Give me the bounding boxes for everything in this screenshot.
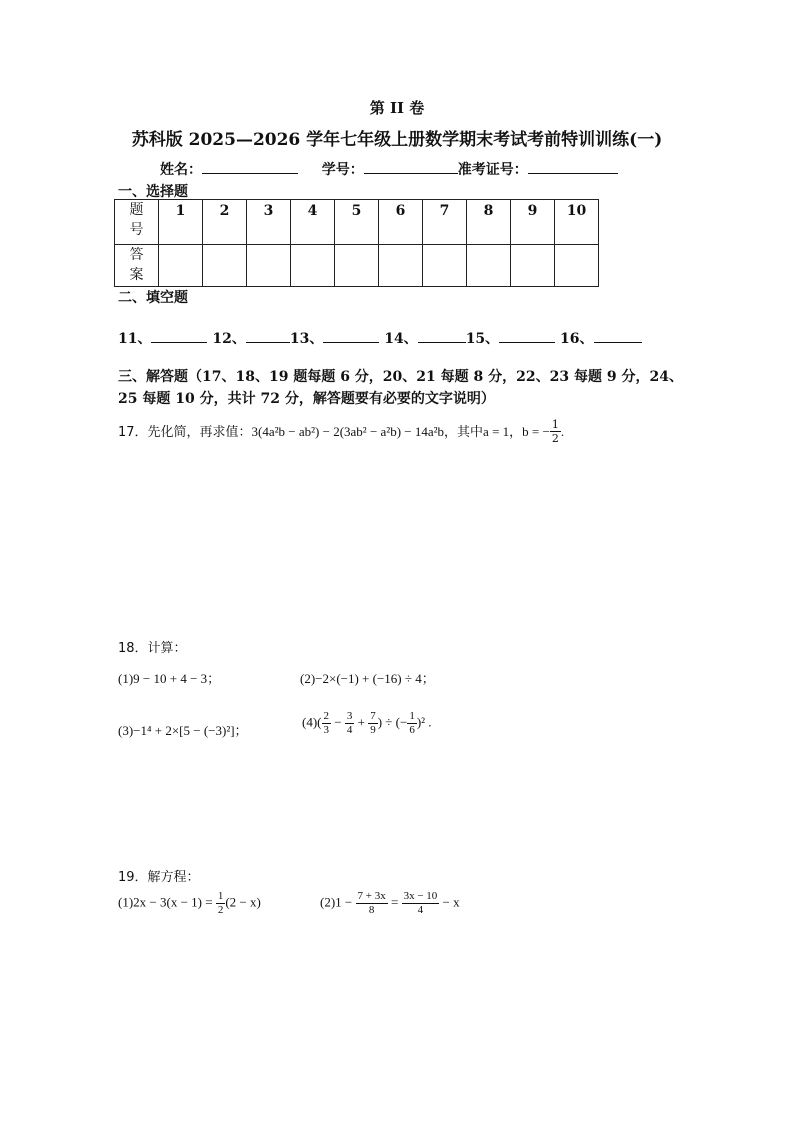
- grid-number: 9: [511, 200, 555, 245]
- answer-cell[interactable]: [467, 245, 511, 287]
- student-id-label: 学号：: [321, 162, 364, 178]
- blank-label: 14、: [384, 331, 418, 347]
- grid-number: 1: [159, 200, 203, 245]
- q18-part1: (1)9 − 10 + 4 − 3；: [118, 671, 221, 686]
- blank-field[interactable]: [323, 330, 379, 343]
- question-number-row: [115, 200, 599, 245]
- q18-part2: (2)−2×(−1) + (−16) ÷ 4；: [300, 671, 435, 686]
- blank-label: 15、: [465, 331, 500, 347]
- exam-title: 苏科版 2025—2026 学年七年级上册数学期末考试考前特训训练(一): [131, 130, 663, 150]
- answer-cell[interactable]: [291, 245, 335, 287]
- name-label: 姓名：: [160, 162, 202, 178]
- answer-cell[interactable]: [247, 245, 291, 287]
- answer-cell[interactable]: [203, 245, 247, 287]
- q17-sep: ，: [509, 425, 523, 440]
- q18-part4: (4)( $\frac{2}{3}$ − $\frac{3}{4}$ + $\frac{7}{9}$ ) ÷ (− $\frac{1}{6}$ )² .: [302, 710, 432, 736]
- section2-heading: 二、填空题: [118, 290, 188, 306]
- section3-heading-line1: 三、解答题（17、18、19 题每题 6 分，20、21 每题 8 分，22、23 每题 9 分，24、: [118, 369, 683, 385]
- grid-number: 4: [291, 200, 335, 245]
- grid-number: 5: [335, 200, 379, 245]
- fill-blank-line: [118, 328, 642, 348]
- answer-cell[interactable]: [555, 245, 599, 287]
- q17-where: ，其中: [444, 425, 484, 440]
- q17-expression: 3(4a²b − ab²) − 2(3ab² − a²b) − 14a²b: [251, 424, 445, 439]
- row-label-question-number: 题 号: [115, 200, 159, 245]
- blank-field[interactable]: [246, 330, 290, 343]
- section3-heading-line2: 25 每题 10 分，共计 72 分，解答题要有必要的文字说明）: [118, 391, 495, 407]
- q17-end: .: [560, 424, 565, 439]
- answer-cell[interactable]: [511, 245, 555, 287]
- q19-part2: (2)1 − $\frac{7 + 3x}{8}$ = $\frac{3x - 10}{4}$ − x: [320, 890, 460, 916]
- blank-label: 12、: [212, 331, 246, 347]
- answer-row: [115, 245, 599, 287]
- answer-cell[interactable]: [423, 245, 467, 287]
- blank-label: 13、: [289, 331, 324, 347]
- grid-number: 8: [467, 200, 511, 245]
- q18-part3: (3)−1⁴ + 2×[5 − (−3)²]；: [118, 723, 248, 738]
- grid-number: 6: [379, 200, 423, 245]
- answer-cell[interactable]: [379, 245, 423, 287]
- answer-cell[interactable]: [159, 245, 203, 287]
- blank-field[interactable]: [151, 330, 207, 343]
- question-18-prefix: 18．计算：: [118, 641, 187, 656]
- name-field[interactable]: [202, 159, 298, 174]
- exam-id-field[interactable]: [528, 159, 618, 174]
- grid-number: 7: [423, 200, 467, 245]
- q17-a-value: a = 1: [483, 424, 510, 439]
- blank-field[interactable]: [594, 330, 642, 343]
- blank-label: 16、: [560, 331, 594, 347]
- student-id-field[interactable]: [364, 159, 458, 174]
- volume-label: 第 II 卷: [369, 99, 425, 117]
- question-17: [118, 418, 564, 445]
- q17-b-value: b = −: [522, 424, 550, 439]
- exam-id-label: 准考证号：: [457, 162, 528, 178]
- answer-cell[interactable]: [335, 245, 379, 287]
- q19-part1: (1)2x − 3(x − 1) = $\frac{1}{2}$ (2 − x): [118, 890, 261, 916]
- q17-prefix: 17．先化简，再求值：: [118, 425, 252, 440]
- blank-field[interactable]: [418, 330, 466, 343]
- blank-label: 11、: [118, 331, 152, 347]
- answer-grid: [114, 199, 599, 287]
- student-info-line: [160, 159, 618, 179]
- question-19-prefix: 19．解方程：: [118, 870, 200, 885]
- blank-field[interactable]: [499, 330, 555, 343]
- grid-number: 10: [555, 200, 599, 245]
- row-label-answer: 答 案: [115, 245, 159, 287]
- q17-b-fraction: $\frac{1}{2}$: [551, 418, 559, 445]
- grid-number: 3: [247, 200, 291, 245]
- grid-number: 2: [203, 200, 247, 245]
- section1-heading: 一、选择题: [118, 184, 188, 200]
